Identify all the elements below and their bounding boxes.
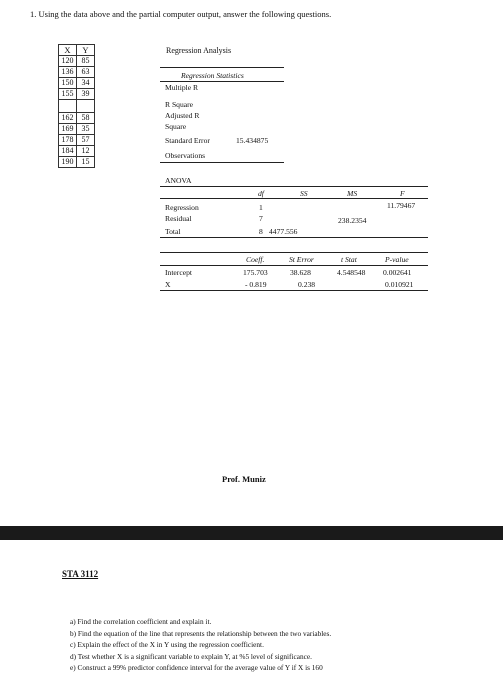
coef-col-tstat: t Stat: [341, 255, 357, 264]
header-x: X: [59, 45, 77, 56]
list-item: b) Find the equation of the line that represents the relationship between the two variables.: [70, 628, 332, 638]
xy-data-table: [58, 44, 95, 168]
cell-y: 39: [77, 89, 95, 100]
coef-row-intercept-sterror: 38.628: [290, 268, 311, 277]
header-y: Y: [77, 45, 95, 56]
list-item: d) Test whether X is a significant variable to explain Y, at %5 level of significance.: [70, 651, 312, 661]
coef-col-pvalue: P-value: [385, 255, 409, 264]
page-separator-band: [0, 526, 503, 540]
table-row: [59, 56, 95, 67]
cell-x: 155: [59, 89, 77, 100]
table-row: [59, 135, 95, 146]
table-row: [59, 113, 95, 124]
regression-heading: Regression Analysis: [166, 46, 232, 55]
anova-col-ss: SS: [300, 189, 308, 198]
anova-row-regression-df: 1: [259, 203, 263, 212]
anova-col-ms: MS: [347, 189, 358, 198]
cell-x: 169: [59, 124, 77, 135]
anova-row-residual-df: 7: [259, 214, 263, 223]
divider: [160, 265, 428, 266]
table-row: [59, 89, 95, 100]
coef-row-x-sterror: 0.238: [298, 280, 316, 289]
anova-row-residual-label: Residual: [165, 214, 192, 223]
divider: [160, 198, 428, 199]
observations-label: Observations: [165, 151, 206, 160]
cell-y: 34: [77, 78, 95, 89]
cell-x: 178: [59, 135, 77, 146]
divider: [160, 81, 284, 82]
anova-row-total-ss: 4477.556: [269, 227, 298, 236]
list-item: a) Find the correlation coefficient and explain it.: [70, 617, 212, 626]
anova-f-value: 11.79467: [387, 201, 416, 210]
anova-row-regression-label: Regression: [165, 203, 199, 212]
list-item: c) Explain the effect of the X in Y using the regression coefficient.: [70, 640, 264, 649]
divider: [160, 186, 428, 187]
anova-row-residual-ms: 238.2354: [338, 216, 367, 225]
coef-row-intercept-coeff: 175.703: [243, 268, 268, 277]
coef-row-x-coeff: - 0.819: [245, 280, 267, 289]
regression-stats-heading: Regression Statistics: [181, 71, 244, 80]
anova-col-df: df: [258, 189, 264, 198]
standard-error-value: 15.434875: [236, 136, 269, 145]
cell-x: 150: [59, 78, 77, 89]
table-row: [59, 78, 95, 89]
table-gap-row: [59, 100, 95, 113]
divider: [160, 237, 428, 238]
coef-row-intercept-label: Intercept: [165, 268, 192, 277]
cell-x: 162: [59, 113, 77, 124]
table-row: [59, 124, 95, 135]
cell-x: 136: [59, 67, 77, 78]
cell-y: 12: [77, 146, 95, 157]
cell-y: 35: [77, 124, 95, 135]
divider: [160, 162, 284, 163]
coef-row-intercept-pvalue: 0.002641: [383, 268, 412, 277]
anova-row-total-df: 8: [259, 227, 263, 236]
coef-col-sterror: St Error: [289, 255, 314, 264]
list-item: e) Construct a 99% predictor confidence interval for the average value of Y if X is 160: [70, 663, 323, 672]
cell-y: 15: [77, 157, 95, 168]
cell-y: 85: [77, 56, 95, 67]
cell-y: 58: [77, 113, 95, 124]
cell-y: 57: [77, 135, 95, 146]
multiple-r-label: Multiple R: [165, 83, 199, 92]
anova-row-total-label: Total: [165, 227, 181, 236]
table-header-row: [59, 45, 95, 56]
anova-heading: ANOVA: [165, 176, 192, 185]
coef-col-coeff: Coeff.: [246, 255, 265, 264]
divider: [160, 290, 428, 291]
adjusted-r-label: Adjusted R: [165, 111, 200, 120]
cell-x: 190: [59, 157, 77, 168]
table-row: [59, 67, 95, 78]
anova-col-f: F: [400, 189, 405, 198]
coef-row-x-label: X: [165, 280, 171, 289]
professor-name: Prof. Muniz: [222, 474, 266, 484]
divider: [160, 252, 428, 253]
r-square-label: R Square: [165, 100, 194, 109]
coef-row-x-pvalue: 0.010921: [385, 280, 414, 289]
cell-x: 120: [59, 56, 77, 67]
question-title: 1. Using the data above and the partial computer output, answer the following questions.: [30, 9, 332, 19]
question-list: [70, 616, 331, 674]
divider: [160, 67, 284, 68]
standard-error-label: Standard Error: [165, 136, 210, 145]
square-label: Square: [165, 122, 187, 131]
table-row: [59, 146, 95, 157]
table-row: [59, 157, 95, 168]
course-code: STA 3112: [62, 569, 99, 579]
coef-row-intercept-tstat: 4.548548: [337, 268, 366, 277]
cell-y: 63: [77, 67, 95, 78]
cell-x: 184: [59, 146, 77, 157]
